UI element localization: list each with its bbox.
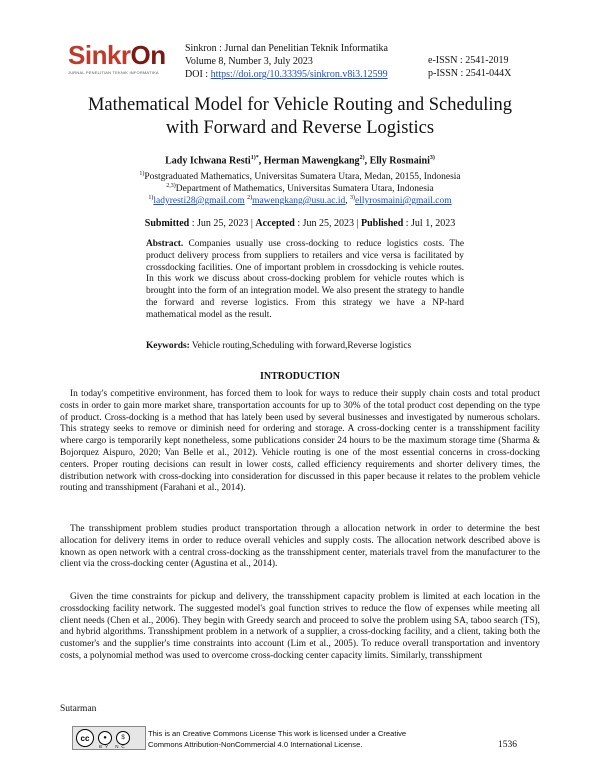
by-icon: ●: [98, 731, 112, 745]
pissn: p-ISSN : 2541-044X: [428, 68, 512, 79]
section-heading: INTRODUCTION: [259, 371, 340, 382]
author-3: Elly Rosmaini: [369, 155, 430, 167]
affiliation-1: $^{1)}$Postgraduated Mathematics, Universitas Sumatera Utara, Medan, 20155, Indonesia: [139, 171, 461, 183]
keywords: Keywords: Vehicle routing,Scheduling with forward,Reverse logistics: [146, 341, 412, 351]
paragraph-2: The transshipment problem studies product transportation through a allocation network in order to determine the best allocation for delivery items in order to reduce overall vehicles and supply costs. The allocation network described above is known as open network with a central cross-docking as the transshipment center, materials travel from the manufacturer to the client via the cross-docking center (Agustina et al., 2014).: [60, 524, 540, 570]
email-link-3[interactable]: ellyrosmaini@gmail.com: [355, 196, 452, 207]
author-list: Lady Ichwana Resti$^{1)*}$, Herman Mawengkang$^{2)}$, Elly Rosmaini$^{3)}$: [165, 155, 435, 167]
cc-license-badge[interactable]: [72, 726, 146, 750]
author-1: Lady Ichwana Resti: [165, 155, 251, 167]
doi-link[interactable]: https://doi.org/10.33395/sinkron.v8i3.12599: [210, 69, 388, 80]
email-link-1[interactable]: ladyresti28@gmail.com: [153, 196, 245, 207]
doi-line: DOI : https://doi.org/10.33395/sinkron.v8i3.12599: [185, 69, 388, 80]
journal-info: [185, 42, 388, 81]
page-number: 1536: [498, 740, 517, 750]
email-link-2[interactable]: mawengkang@usu.ac.id: [252, 196, 346, 207]
cc-badge-labels: BY NC: [99, 744, 128, 749]
journal-volume: Volume 8, Number 3, July 2023: [185, 56, 313, 67]
issn-block: [428, 54, 511, 80]
author-2: Herman Mawengkang: [263, 155, 360, 167]
abstract: Abstract. Companies usually use cross-docking to reduce logistics costs. The product delivery process from suppliers to retailers and vice versa is facilitated by crossdocking facilities. One of important problem in crossdocking is vehicle routes. In this work we discuss about cross-docking problem for vehicle routes which is brought into the form of an integration model. We also present the strategy to handle the forward and reverse logistics. From this strategy we have a NP-hard mathematical model as the result.: [146, 239, 464, 320]
paragraph-3: Given the time constraints for pickup and delivery, the transshipment capacity problem is limited at each location in the crossdocking facility network. The suggested model's goal function strives to reduce the flow of expenses while meeting all client needs (Chen et al., 2006). They begin with Greedy search and proceed to solve the problem using SA, taboo search (TS), and hybrid algorithms. Transshipment problem in a network of a supplier, a cross-docking facility, and a client, taking both the customer's and the supplier's time constraints into account (Lim et al., 2005). To reduce overall transportation and inventory costs, a polynomial method was used to overcome cross-docking center capacity limits. Similarly, transshipment: [60, 592, 540, 661]
cc-icon: cc: [76, 729, 94, 747]
logo-tagline: JURNAL PENELITIAN TEKNIK INFORMATIKA: [68, 70, 159, 75]
eissn: e-ISSN : 2541-2019: [428, 55, 509, 66]
footer-author: Sutarman: [60, 704, 97, 714]
affiliation-2: $^{2,3)}$Department of Mathematics, Universitas Sumatera Utara, Indonesia: [166, 183, 434, 195]
paragraph-1: In today's competitive environment, has forced them to look for ways to reduce their supply chain costs and total product costs in order to gain more market share, transportation accounts for up to 30% of the total product cost depending on the type of product. Cross-docking is a method that has lately been used by several businesses and investigated by numerous scholars. This strategy seeks to remove or diminish need for ordering and storage. A cross-docking center is a transshipment facility where cargo is temporarily kept nonetheless, some publications consider 24 hours to be the maximum storage time (Sharma & Bojorquez Aispuro, 2020; Van Belle et al., 2012). Vehicle routing is one of the most essential concerns in cross-docking centers. Proper routing decisions can result in lower costs, called efficiency requirements and shorter delivery times, the distribution network with cross-docking into consideration for discussed in this paper because it relates to the problem vehicle routing and transshipment (Farahani et al., 2014).: [60, 389, 540, 494]
journal-name: Sinkron : Jurnal dan Penelitian Teknik Informatika: [185, 43, 388, 54]
paper-title: Mathematical Model for Vehicle Routing and Scheduling with Forward and Reverse Logistics: [87, 95, 513, 138]
nc-icon: $: [116, 731, 130, 745]
license-text: This is an Creative Commons License This work is licensed under a Creative Commons Attribution-NonCommercial 4.0 International License.: [148, 729, 407, 749]
publication-dates: Submitted : Jun 25, 2023 | Accepted : Jun 25, 2023 | Published : Jul 1, 2023: [144, 218, 456, 229]
journal-logo: SinkrOn: [68, 40, 166, 70]
author-emails: $^{1)}$ladyresti28@gmail.com $^{2)}$mawengkang@usu.ac.id, $^{3)}$ellyrosmaini@gmail.com: [148, 195, 452, 207]
